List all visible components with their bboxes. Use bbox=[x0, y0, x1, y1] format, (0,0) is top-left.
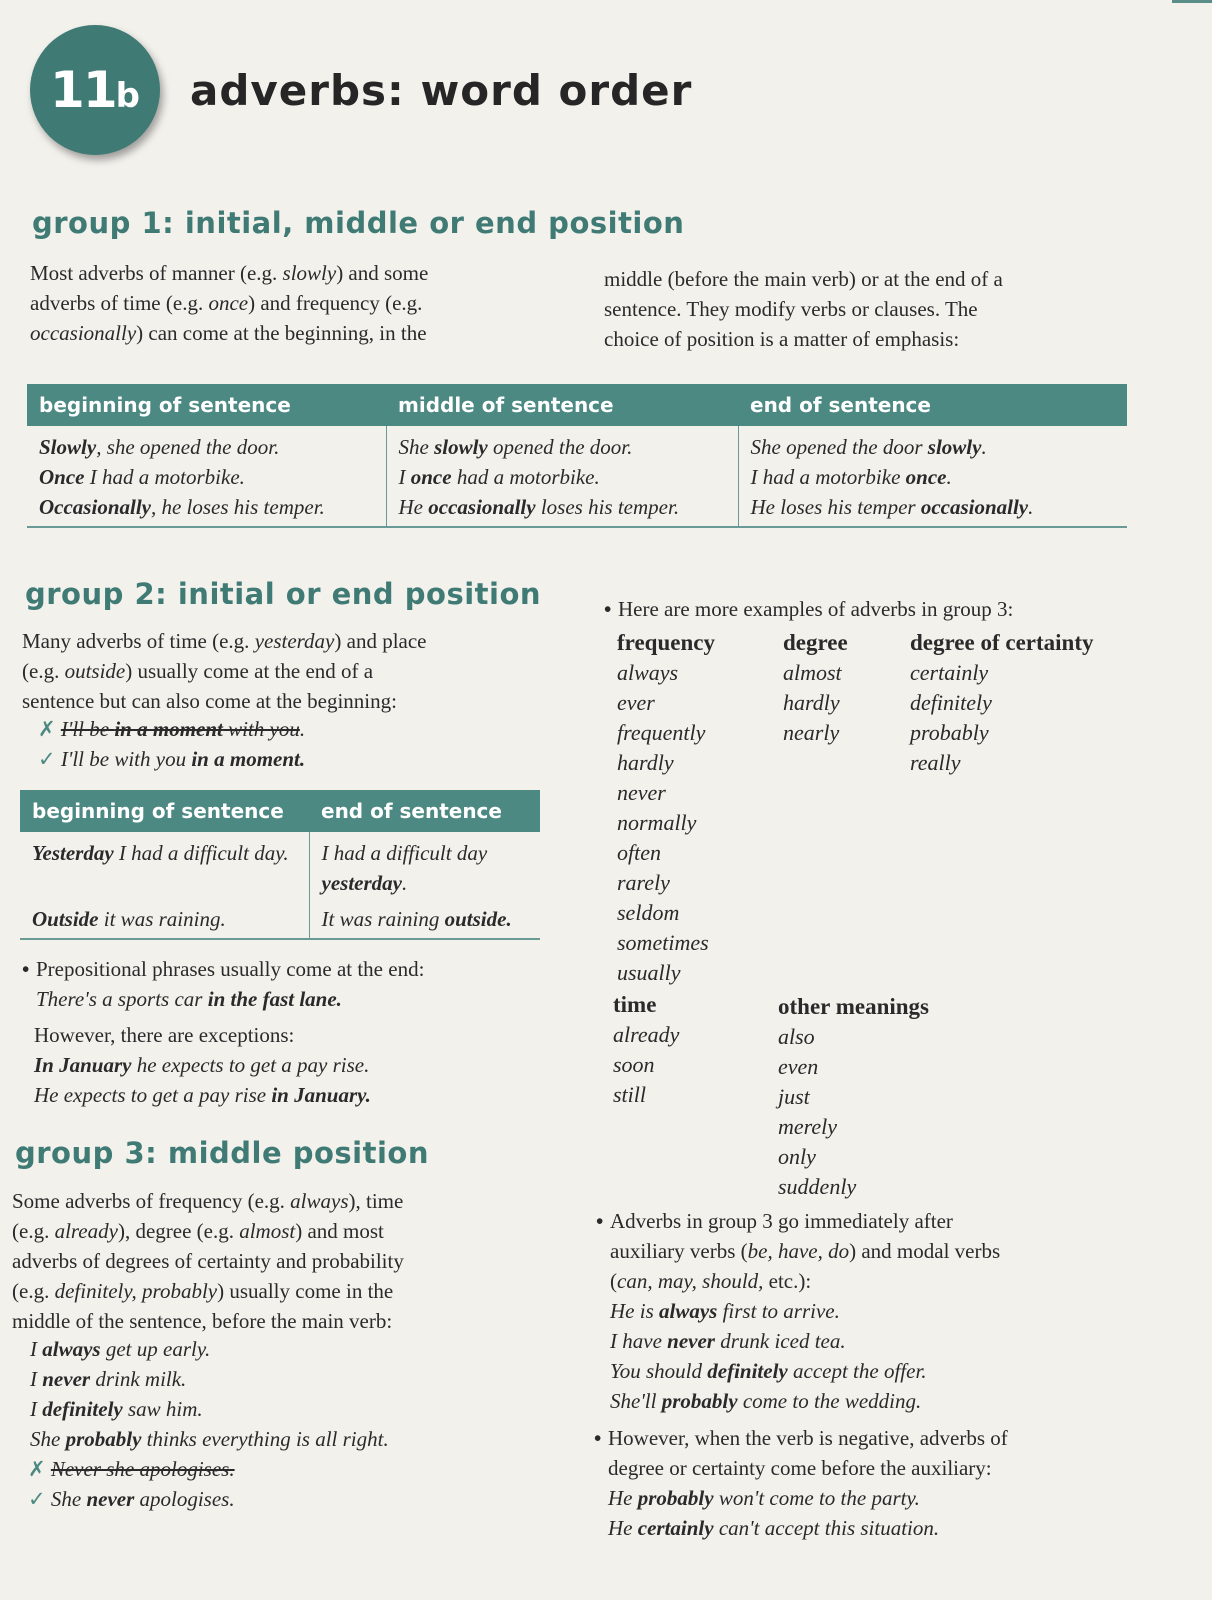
text-segment: ( bbox=[610, 1269, 617, 1293]
text-block bbox=[618, 594, 1013, 624]
text-segment: ) and place bbox=[334, 629, 427, 653]
text-line bbox=[610, 1386, 1000, 1416]
text-segment: always bbox=[290, 1189, 349, 1213]
text-segment: choice of position is a matter of emphasis: bbox=[604, 327, 960, 351]
group3-heading: group 3: middle position bbox=[15, 1136, 429, 1170]
word-list-item: still bbox=[613, 1082, 647, 1107]
word-list-heading: degree bbox=[783, 630, 848, 655]
text-segment: . bbox=[981, 435, 987, 459]
unit-badge bbox=[30, 25, 160, 155]
word-list-heading: frequency bbox=[617, 630, 715, 655]
table-row bbox=[20, 832, 540, 898]
group2-wrong-example bbox=[38, 714, 305, 744]
text-segment: I had a motorbike bbox=[750, 465, 906, 489]
table-row bbox=[27, 426, 1127, 527]
text-segment: sentence but can also come at the beginning: bbox=[22, 689, 397, 713]
bullet-icon: • bbox=[594, 1426, 602, 1450]
text-segment: slowly bbox=[434, 435, 488, 459]
word-list-time bbox=[613, 990, 679, 1110]
text-segment: can, may, should, bbox=[617, 1269, 764, 1293]
word-list-item: seldom bbox=[617, 900, 680, 925]
text-segment: He bbox=[608, 1516, 638, 1540]
text-run bbox=[61, 747, 305, 771]
text-run bbox=[751, 462, 1116, 492]
text-segment: occasionally bbox=[920, 495, 1029, 519]
text-segment: probably bbox=[637, 1486, 714, 1510]
text-run bbox=[399, 492, 726, 522]
text-segment: middle of the sentence, before the main verb: bbox=[12, 1309, 393, 1333]
text-segment: Never she apologises. bbox=[50, 1457, 235, 1481]
word-list-item: certainly bbox=[910, 660, 989, 685]
text-segment: Here are more examples of adverbs in group 3: bbox=[618, 597, 1014, 621]
negative-note bbox=[594, 1423, 1008, 1543]
text-segment: She opened the door bbox=[750, 435, 928, 459]
group1-para-right bbox=[604, 264, 1003, 354]
text-segment: Occasionally bbox=[39, 495, 151, 519]
text-segment: occasionally bbox=[30, 321, 137, 345]
text-segment: I bbox=[30, 1367, 43, 1391]
text-line bbox=[22, 686, 427, 716]
text-segment: accept the offer. bbox=[787, 1359, 927, 1383]
text-line bbox=[22, 626, 427, 656]
text-segment: Outside bbox=[32, 907, 99, 931]
text-run bbox=[32, 841, 289, 865]
text-segment: In January bbox=[34, 1053, 132, 1077]
text-line bbox=[618, 594, 1013, 624]
text-block bbox=[610, 1206, 1000, 1416]
text-segment: Yesterday bbox=[32, 841, 114, 865]
text-line bbox=[22, 656, 427, 686]
word-list-item: nearly bbox=[783, 720, 840, 745]
word-list-item: already bbox=[613, 1022, 680, 1047]
group1-table bbox=[27, 384, 1127, 528]
text-block bbox=[36, 954, 424, 1014]
text-line bbox=[30, 1394, 389, 1424]
text-line bbox=[604, 264, 1003, 294]
word-list-other bbox=[778, 992, 929, 1202]
text-segment: never bbox=[42, 1367, 91, 1391]
word-list-heading: other meanings bbox=[778, 994, 929, 1019]
text-segment: slowly bbox=[927, 435, 982, 459]
text-segment: . bbox=[401, 871, 408, 895]
text-segment: in a moment. bbox=[191, 747, 306, 771]
text-segment: outside. bbox=[444, 907, 512, 931]
bullet-icon: • bbox=[596, 1209, 604, 1233]
table-cell bbox=[27, 426, 386, 527]
table-cell bbox=[738, 426, 1127, 527]
text-segment: Adverbs in group 3 go immediately after bbox=[610, 1209, 953, 1233]
text-segment: Once bbox=[39, 465, 85, 489]
word-list-certainty bbox=[910, 628, 1094, 778]
word-list-heading: degree of certainty bbox=[910, 630, 1094, 655]
text-line bbox=[12, 1186, 404, 1216]
text-line bbox=[30, 1424, 389, 1454]
text-segment: first to arrive. bbox=[717, 1299, 840, 1323]
text-segment: get up early. bbox=[100, 1337, 211, 1361]
word-list-item: merely bbox=[778, 1114, 838, 1139]
text-segment: She bbox=[30, 1427, 66, 1451]
text-segment: You should bbox=[610, 1359, 708, 1383]
word-list-item: probably bbox=[910, 720, 989, 745]
text-line bbox=[30, 258, 428, 288]
text-segment: . bbox=[1028, 495, 1034, 519]
text-segment: ) and frequency (e.g. bbox=[248, 291, 423, 315]
text-line bbox=[30, 1334, 389, 1364]
text-segment: . bbox=[946, 465, 952, 489]
text-run bbox=[32, 907, 226, 931]
text-segment: probably bbox=[661, 1389, 738, 1413]
col-header-end: end of sentence bbox=[738, 384, 1127, 426]
text-segment: . bbox=[299, 717, 306, 741]
text-segment: it was raining. bbox=[98, 907, 226, 931]
group2-para bbox=[22, 626, 427, 716]
text-segment: He bbox=[398, 495, 429, 519]
text-segment: opened the door. bbox=[487, 435, 633, 459]
text-segment: apologises. bbox=[134, 1487, 235, 1511]
group3-para bbox=[12, 1186, 404, 1336]
table-cell bbox=[20, 832, 309, 898]
text-segment: Prepositional phrases usually come at the end: bbox=[36, 957, 425, 981]
text-line bbox=[610, 1266, 1000, 1296]
text-segment: slowly bbox=[282, 261, 337, 285]
col-header-beginning: beginning of sentence bbox=[20, 790, 309, 832]
more-examples-intro bbox=[604, 594, 1014, 624]
exceptions-note bbox=[34, 1020, 371, 1110]
text-line bbox=[608, 1453, 1008, 1483]
text-segment: ) and some bbox=[336, 261, 429, 285]
word-list-item: often bbox=[617, 840, 661, 865]
unit-number: 11 bbox=[50, 61, 116, 119]
text-segment: etc.): bbox=[763, 1269, 812, 1293]
text-segment: always bbox=[42, 1337, 101, 1361]
text-line bbox=[36, 984, 424, 1014]
text-segment: almost bbox=[239, 1219, 296, 1243]
table-row bbox=[20, 898, 540, 939]
text-line bbox=[610, 1326, 1000, 1356]
text-segment: She bbox=[50, 1487, 87, 1511]
text-line bbox=[610, 1236, 1000, 1266]
text-segment: ) usually come in the bbox=[217, 1279, 394, 1303]
text-run bbox=[39, 432, 374, 462]
text-segment: I bbox=[30, 1397, 43, 1421]
text-segment: I bbox=[398, 465, 411, 489]
text-segment: I'll be with you bbox=[60, 747, 192, 771]
text-segment: I have bbox=[610, 1329, 668, 1353]
text-segment: She bbox=[398, 435, 435, 459]
text-segment: once bbox=[905, 465, 947, 489]
text-segment: I had a difficult day bbox=[321, 841, 488, 865]
word-list-item: soon bbox=[613, 1052, 655, 1077]
text-line bbox=[608, 1423, 1008, 1453]
text-line bbox=[12, 1306, 404, 1336]
text-segment: outside bbox=[64, 659, 126, 683]
text-segment: However, when the verb is negative, adverbs of bbox=[608, 1426, 1008, 1450]
text-line bbox=[610, 1206, 1000, 1236]
col-header-end: end of sentence bbox=[309, 790, 540, 832]
text-segment: He loses his temper bbox=[750, 495, 921, 519]
text-segment: be, have, do bbox=[747, 1239, 850, 1263]
text-segment: I had a motorbike. bbox=[84, 465, 245, 489]
text-run bbox=[39, 492, 374, 522]
group3-examples bbox=[30, 1334, 389, 1454]
text-segment: probably bbox=[65, 1427, 142, 1451]
table-cell bbox=[20, 898, 309, 939]
text-run bbox=[61, 717, 300, 741]
text-segment: However, there are exceptions: bbox=[34, 1023, 295, 1047]
text-line bbox=[608, 1483, 1008, 1513]
group2-table bbox=[20, 790, 540, 940]
text-run bbox=[51, 1457, 235, 1481]
text-segment: already bbox=[54, 1219, 118, 1243]
prepositional-note bbox=[22, 954, 425, 1014]
text-segment: definitely, probably bbox=[54, 1279, 218, 1303]
text-segment: ) and most bbox=[295, 1219, 384, 1243]
col-header-beginning: beginning of sentence bbox=[27, 384, 386, 426]
text-run bbox=[39, 462, 374, 492]
group3-wrong-example bbox=[28, 1454, 235, 1484]
text-line bbox=[610, 1296, 1000, 1326]
text-segment: drink milk. bbox=[90, 1367, 187, 1391]
text-line bbox=[30, 288, 428, 318]
group3-right-example bbox=[28, 1484, 235, 1514]
word-list-item: definitely bbox=[910, 690, 992, 715]
word-list-item: also bbox=[778, 1024, 815, 1049]
text-segment: definitely bbox=[42, 1397, 123, 1421]
text-line bbox=[12, 1216, 404, 1246]
text-run bbox=[399, 462, 726, 492]
text-line bbox=[36, 954, 424, 984]
text-segment: once bbox=[208, 291, 249, 315]
text-segment: I had a difficult day. bbox=[113, 841, 289, 865]
table-header-row bbox=[27, 384, 1127, 426]
text-line bbox=[604, 324, 1003, 354]
text-segment: with you bbox=[222, 717, 300, 741]
check-icon: ✓ bbox=[38, 747, 56, 771]
text-segment: She'll bbox=[610, 1389, 662, 1413]
word-list-item: hardly bbox=[617, 750, 674, 775]
page-edge-mark bbox=[1172, 0, 1212, 3]
text-segment: He is bbox=[610, 1299, 659, 1323]
word-list-item: normally bbox=[617, 810, 697, 835]
word-list-item: usually bbox=[617, 960, 681, 985]
text-segment: yesterday bbox=[254, 629, 335, 653]
word-list-heading: time bbox=[613, 992, 657, 1017]
text-run bbox=[51, 1487, 235, 1511]
word-list-frequency bbox=[617, 628, 715, 988]
word-list-item: just bbox=[778, 1084, 810, 1109]
word-list-item: even bbox=[778, 1054, 819, 1079]
text-segment: (e.g. bbox=[12, 1279, 55, 1303]
text-segment: (e.g. bbox=[12, 1219, 55, 1243]
text-run bbox=[322, 907, 512, 931]
text-line bbox=[34, 1080, 371, 1110]
text-line bbox=[12, 1276, 404, 1306]
bullet-icon: • bbox=[22, 957, 30, 981]
word-list-item: ever bbox=[617, 690, 655, 715]
text-run bbox=[322, 841, 488, 895]
text-line bbox=[610, 1356, 1000, 1386]
text-segment: ), time bbox=[348, 1189, 404, 1213]
text-segment: middle (before the main verb) or at the end of a bbox=[604, 267, 1003, 291]
word-list-item: only bbox=[778, 1144, 816, 1169]
text-segment: always bbox=[659, 1299, 718, 1323]
word-list-item: sometimes bbox=[617, 930, 709, 955]
text-segment: sentence. They modify verbs or clauses. The bbox=[604, 297, 978, 321]
text-segment: come to the wedding. bbox=[737, 1389, 922, 1413]
text-segment: drunk iced tea. bbox=[714, 1329, 846, 1353]
check-icon: ✓ bbox=[28, 1487, 46, 1511]
group1-heading: group 1: initial, middle or end position bbox=[32, 206, 685, 240]
text-line bbox=[12, 1246, 404, 1276]
auxiliary-note bbox=[596, 1206, 1001, 1416]
text-segment: saw him. bbox=[122, 1397, 203, 1421]
text-line bbox=[604, 294, 1003, 324]
text-line bbox=[30, 1364, 389, 1394]
text-segment: certainly bbox=[637, 1516, 714, 1540]
table-cell bbox=[386, 426, 738, 527]
word-list-item: suddenly bbox=[778, 1174, 857, 1199]
word-list-item: really bbox=[910, 750, 961, 775]
text-segment: adverbs of time (e.g. bbox=[30, 291, 209, 315]
text-segment: There's a sports car bbox=[36, 987, 208, 1011]
page-title: adverbs: word order bbox=[190, 66, 693, 115]
text-segment: It was raining bbox=[321, 907, 445, 931]
text-segment: ) and modal verbs bbox=[849, 1239, 1001, 1263]
text-segment: He bbox=[608, 1486, 638, 1510]
group2-heading: group 2: initial or end position bbox=[25, 577, 542, 611]
group2-right-example bbox=[38, 744, 305, 774]
text-segment: Most adverbs of manner (e.g. bbox=[30, 261, 283, 285]
text-segment: he expects to get a pay rise. bbox=[131, 1053, 370, 1077]
word-list-item: rarely bbox=[617, 870, 670, 895]
text-line bbox=[34, 1050, 371, 1080]
text-segment: had a motorbike. bbox=[451, 465, 600, 489]
text-segment: in January. bbox=[271, 1083, 371, 1107]
text-run bbox=[399, 432, 726, 462]
group1-para-left bbox=[30, 258, 428, 348]
text-line bbox=[30, 318, 428, 348]
text-segment: can't accept this situation. bbox=[713, 1516, 940, 1540]
col-header-middle: middle of sentence bbox=[386, 384, 738, 426]
text-segment: won't come to the party. bbox=[713, 1486, 920, 1510]
text-segment: degree or certainty come before the auxiliary: bbox=[608, 1456, 992, 1480]
table-cell bbox=[309, 832, 540, 898]
text-segment: ) can come at the beginning, in the bbox=[136, 321, 427, 345]
table-header-row bbox=[20, 790, 540, 832]
text-segment: once bbox=[410, 465, 452, 489]
text-segment: (e.g. bbox=[22, 659, 65, 683]
text-line bbox=[34, 1020, 371, 1050]
word-list-item: always bbox=[617, 660, 679, 685]
text-segment: , she opened the door. bbox=[96, 435, 280, 459]
text-segment: thinks everything is all right. bbox=[141, 1427, 389, 1451]
text-segment: ) usually come at the end of a bbox=[125, 659, 374, 683]
text-segment: , he loses his temper. bbox=[150, 495, 325, 519]
text-segment: never bbox=[667, 1329, 715, 1353]
text-segment: yesterday bbox=[321, 871, 402, 895]
text-segment: in the fast lane. bbox=[207, 987, 342, 1011]
bullet-icon: • bbox=[604, 597, 612, 621]
text-segment: I'll be bbox=[60, 717, 115, 741]
text-segment: adverbs of degrees of certainty and probability bbox=[12, 1249, 404, 1273]
cross-icon: ✗ bbox=[38, 717, 56, 741]
cross-icon: ✗ bbox=[28, 1457, 46, 1481]
text-segment: Slowly bbox=[39, 435, 97, 459]
text-segment: ), degree (e.g. bbox=[117, 1219, 240, 1243]
text-segment: I bbox=[30, 1337, 43, 1361]
word-list-item: never bbox=[617, 780, 666, 805]
word-list-item: almost bbox=[783, 660, 842, 685]
text-segment: Some adverbs of frequency (e.g. bbox=[12, 1189, 291, 1213]
text-segment: never bbox=[86, 1487, 135, 1511]
unit-letter: b bbox=[115, 76, 140, 116]
text-line bbox=[608, 1513, 1008, 1543]
text-segment: occasionally bbox=[428, 495, 536, 519]
text-run bbox=[751, 432, 1116, 462]
text-segment: auxiliary verbs ( bbox=[610, 1239, 748, 1263]
text-segment: definitely bbox=[707, 1359, 788, 1383]
word-list-item: hardly bbox=[783, 690, 840, 715]
word-list-item: frequently bbox=[617, 720, 706, 745]
text-segment: He expects to get a pay rise bbox=[34, 1083, 272, 1107]
text-segment: loses his temper. bbox=[535, 495, 680, 519]
text-run bbox=[751, 492, 1116, 522]
table-cell bbox=[309, 898, 540, 939]
text-block bbox=[608, 1423, 1008, 1543]
text-segment: in a moment bbox=[114, 717, 223, 741]
word-list-degree bbox=[783, 628, 848, 748]
text-segment: Many adverbs of time (e.g. bbox=[22, 629, 255, 653]
